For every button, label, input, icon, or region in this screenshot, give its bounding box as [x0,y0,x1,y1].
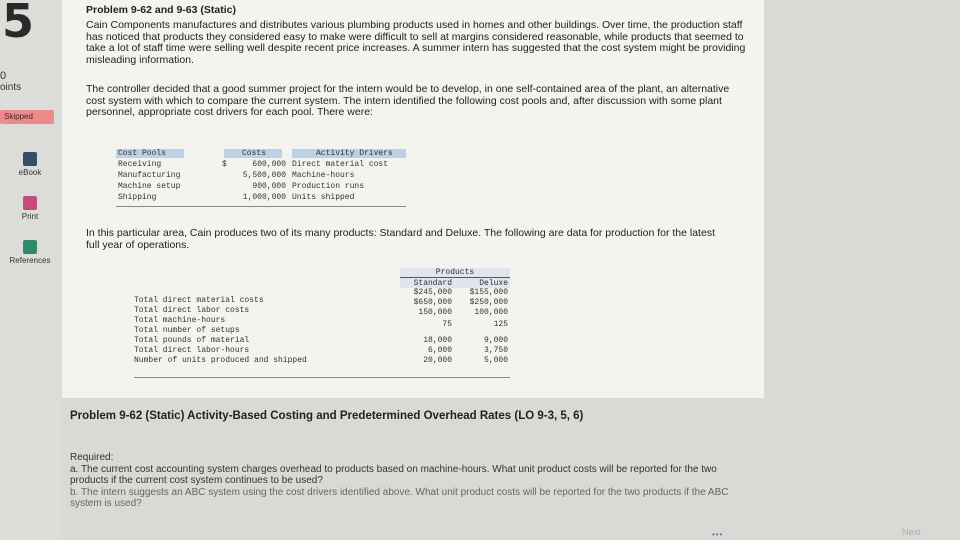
costs-header: Costs [242,149,267,158]
dollar-sign: $ [222,160,227,169]
standard-value: 20,000 [423,356,452,365]
points-value: 0 [0,70,7,82]
more-options-icon[interactable]: ••• [712,530,724,539]
table-divider [116,206,406,207]
product-row-label: Total direct material costs [134,296,264,305]
deluxe-value: 9,000 [483,336,508,345]
table-divider [134,377,510,378]
deluxe-value: 3,750 [483,346,508,355]
ebook-label: eBook [18,168,42,177]
deluxe-value: 100,000 [474,308,508,317]
problem-card [62,0,764,398]
standard-value: 6,000 [427,346,452,355]
problem-content [86,4,746,365]
pool-driver: Direct material cost [292,160,389,169]
pool-driver: Production runs [292,182,365,191]
required-label: Required: [70,452,114,463]
products-header: Products [435,268,475,277]
product-row-label: Total direct labor-hours [134,346,250,355]
standard-value: $245,000 [413,288,452,297]
pool-name: Receiving [118,160,162,169]
pool-cost: 5,500,000 [242,171,286,180]
deluxe-value: 5,000 [483,356,508,365]
problem-paragraph-2: The controller decided that a good summer project for the intern would be to develop, in one self-contained area of the plant, an alternative cost system with which to compare the current system. The intern identified the following cost pools and, after discussion with some plant personnel, appropriate cost drivers for each pool. There were: [86,83,730,118]
product-row-label: Total direct labor costs [134,306,250,315]
pool-driver: Machine-hours [292,171,355,180]
pool-name: Manufacturing [118,171,181,180]
standard-column-header: Standard [413,279,452,288]
pool-name: Shipping [118,193,157,202]
points-label: oints [0,82,22,93]
deluxe-column-header: Deluxe [479,279,508,288]
references-label: References [9,256,51,265]
standard-value: 150,000 [418,308,452,317]
product-row-label: Total machine-hours [134,316,226,325]
problem-paragraph-3: In this particular area, Cain produces two of its many products: Standard and Deluxe. The following are data for production for the latest full year of operations. [86,227,715,251]
pool-cost: 600,000 [252,160,286,169]
products-header-rule [400,277,510,278]
ebook-button[interactable] [2,152,58,177]
standard-value: 75 [442,320,452,329]
product-row-label: Number of units produced and shipped [134,356,307,365]
pool-cost: 900,000 [252,182,286,191]
pool-driver: Units shipped [292,193,355,202]
standard-value: 18,000 [423,336,452,345]
book-icon [23,152,37,166]
problem-title: Problem 9-62 and 9-63 (Static) [86,4,236,16]
problem-paragraph-1: Cain Components manufactures and distributes various plumbing products used in homes and other buildings. Over time, the production staff has noticed that products they considered easy to make were difficult to sell at margins considered reasonable, while products that seemed to take a lot of staff time were selling well despite recent price increases. A summer intern has suggested that the cost system might be providing misleading information. [86,19,746,66]
print-button[interactable] [2,196,58,221]
printer-icon [23,196,37,210]
deluxe-value: 125 [493,320,508,329]
pool-cost: 1,000,000 [242,193,286,202]
deluxe-value: $250,000 [469,298,508,307]
product-row-label: Total pounds of material [134,336,250,345]
part-b-text: b. The intern suggests an ABC system using the cost drivers identified above. What unit product costs will be reported for the two products if the ABC system is used? [70,486,729,509]
required-section [70,452,750,510]
references-icon [23,240,37,254]
part-a-text: a. The current cost accounting system charges overhead to products based on machine-hours. What unit product costs will be reported for the two products if the current cost system continues to be used? [70,463,717,486]
standard-value: $650,000 [413,298,452,307]
deluxe-value: $155,000 [469,288,508,297]
pool-name: Machine setup [118,182,181,191]
skipped-badge: Skipped [0,110,54,124]
product-row-label: Total number of setups [134,326,240,335]
question-sidebar [0,0,62,540]
print-label: Print [21,212,39,221]
driver-header: Activity Drivers [316,149,393,158]
references-button[interactable] [2,240,58,265]
problem-heading: Problem 9-62 (Static) Activity-Based Costing and Predetermined Overhead Rates (LO 9-3, 5, 6) [70,410,584,422]
question-number: 5 [2,0,35,48]
pool-header: Cost Pools [118,149,167,158]
next-button[interactable]: Next [902,527,921,537]
